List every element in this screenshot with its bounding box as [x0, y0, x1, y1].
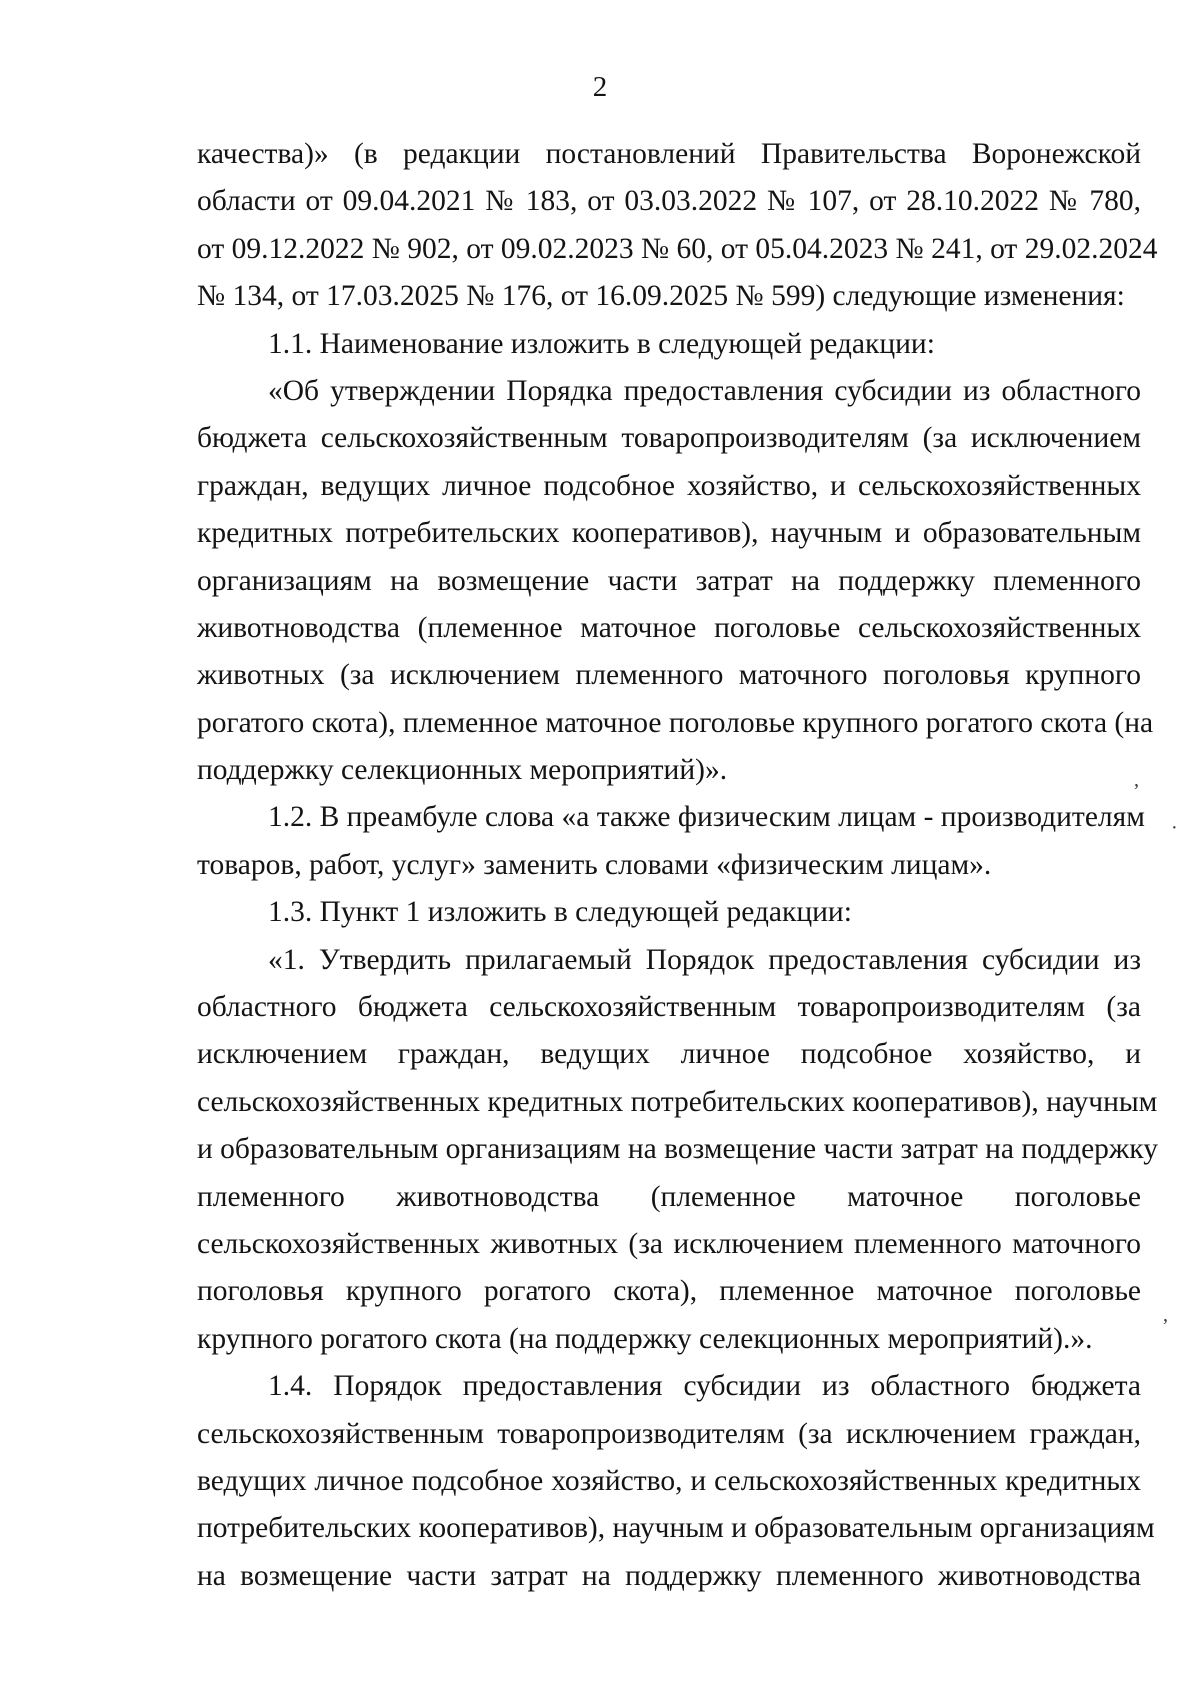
text-line: товаров, работ, услуг» заменить словами «физическим лицам». [197, 848, 992, 881]
page-number: 2 [592, 71, 608, 103]
text-line: 1.4. Порядок предоставления субсидии из областного бюджета [268, 1370, 1141, 1403]
scan-mark: · [1171, 817, 1178, 839]
text-line: потребительских кооперативов), научным и образовательным организациям [197, 1512, 1155, 1545]
text-line: поголовья крупного рогатого скота), племенное маточное поголовье [197, 1275, 1141, 1308]
text-line: «1. Утвердить прилагаемый Порядок предоставления субсидии из [268, 943, 1141, 976]
text-line: областного бюджета сельскохозяйственным товаропроизводителям (за [197, 991, 1141, 1024]
text-line: животных (за исключением племенного маточного поголовья крупного [197, 659, 1141, 692]
text-line: бюджета сельскохозяйственным товаропроизводителям (за исключением [197, 422, 1141, 455]
text-line: 1.1. Наименование изложить в следующей редакции: [268, 327, 935, 360]
text-line: 1.2. В преамбуле слова «а также физическим лицам - производителям [268, 801, 1145, 834]
text-line: «Об утверждении Порядка предоставления субсидии из областного [268, 374, 1141, 407]
document-body [197, 131, 1158, 1600]
text-line: и образовательным организациям на возмещение части затрат на поддержку [197, 1133, 1158, 1166]
text-line: ведущих личное подсобное хозяйство, и сельскохозяйственных кредитных [197, 1464, 1141, 1497]
text-line: от 09.12.2022 № 902, от 09.02.2023 № 60, от 05.04.2023 № 241, от 29.02.2024 [197, 232, 1158, 265]
text-line: на возмещение части затрат на поддержку племенного животноводства [197, 1559, 1141, 1592]
text-line: граждан, ведущих личное подсобное хозяйство, и сельскохозяйственных [197, 469, 1141, 502]
scan-mark: , [1134, 769, 1139, 791]
text-line: исключением граждан, ведущих личное подсобное хозяйство, и [197, 1038, 1141, 1071]
text-line: сельскохозяйственных кредитных потребительских кооперативов), научным [197, 1085, 1158, 1118]
text-line: племенного животноводства (племенное маточное поголовье [197, 1180, 1141, 1213]
text-line: поддержку селекционных мероприятий)». [197, 754, 728, 787]
text-line: крупного рогатого скота (на поддержку селекционных мероприятий).». [197, 1322, 1093, 1355]
text-line: № 134, от 17.03.2025 № 176, от 16.09.2025 № 599) следующие изменения: [197, 280, 1125, 313]
text-line: сельскохозяйственных животных (за исключением племенного маточного [197, 1227, 1141, 1260]
text-line: рогатого скота), племенное маточное поголовье крупного рогатого скота (на [197, 706, 1154, 739]
text-line: области от 09.04.2021 № 183, от 03.03.2022 № 107, от 28.10.2022 № 780, [197, 185, 1141, 218]
text-line: кредитных потребительских кооперативов), научным и образовательным [197, 517, 1141, 550]
text-line: 1.3. Пункт 1 изложить в следующей редакции: [268, 896, 852, 929]
text-line: животноводства (племенное маточное поголовье сельскохозяйственных [197, 611, 1141, 644]
text-line: организациям на возмещение части затрат на поддержку племенного [197, 564, 1141, 597]
scan-mark: , [1163, 1304, 1168, 1326]
text-line: качества)» (в редакции постановлений Правительства Воронежской [197, 138, 1141, 170]
text-line: сельскохозяйственным товаропроизводителям (за исключением граждан, [197, 1417, 1141, 1450]
